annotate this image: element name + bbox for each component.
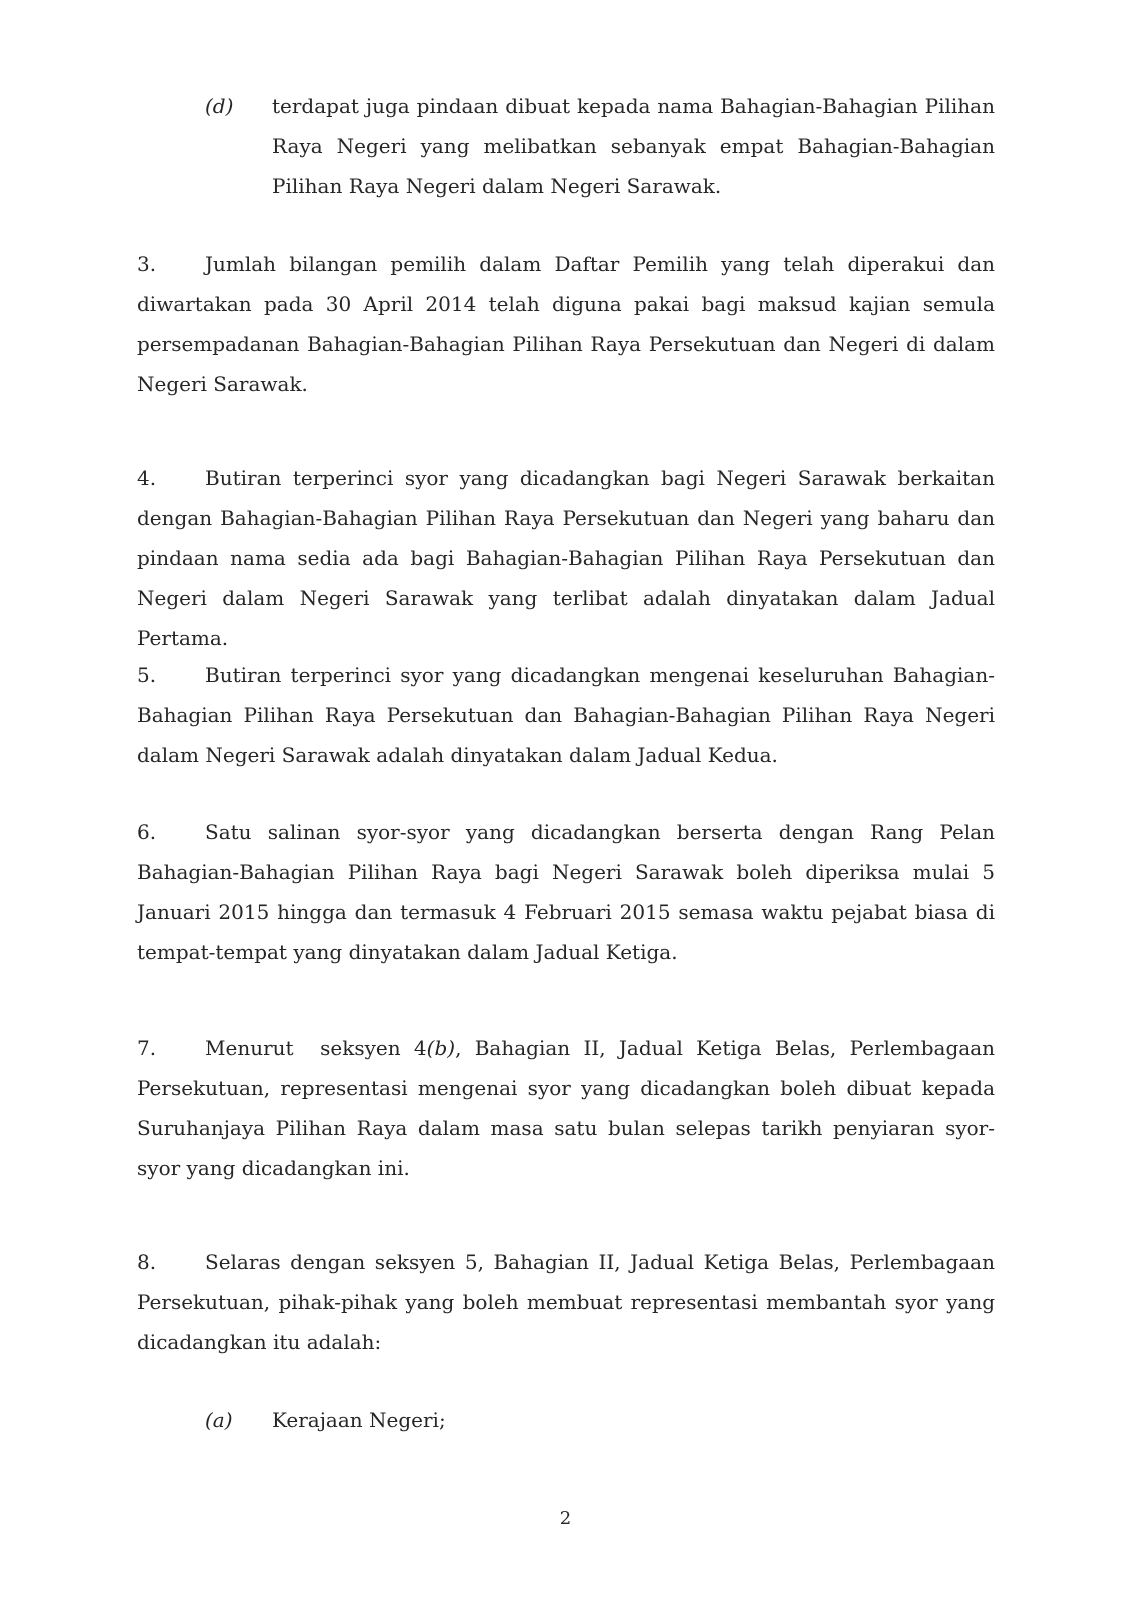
paragraph-5	[137, 655, 995, 775]
paragraph-number: 4.	[137, 466, 157, 490]
paragraph-8	[137, 1242, 995, 1362]
subitem-marker: (d)	[205, 94, 234, 118]
paragraph-number: 5.	[137, 663, 157, 687]
paragraph-text: Jumlah bilangan pemilih dalam Daftar Pemilih yang telah diperakui dan diwartakan pada 30 April 2014 telah diguna pakai bagi maksud kajian semula persempadanan Bahagian-Bahagian Pilihan Raya Persekutuan dan Negeri di dalam Negeri Sarawak.	[137, 252, 995, 396]
paragraph-6	[137, 812, 995, 972]
paragraph-7	[137, 1028, 995, 1188]
page-number: 2	[559, 1508, 572, 1529]
paragraph-number: 7.	[137, 1036, 157, 1060]
subitem-text: Kerajaan Negeri;	[272, 1408, 446, 1432]
paragraph-number: 8.	[137, 1250, 157, 1274]
paragraph-text: Selaras dengan seksyen 5, Bahagian II, Jadual Ketiga Belas, Perlembagaan Persekutuan, pihak-pihak yang boleh membuat representasi membantah syor yang dicadangkan itu adalah:	[137, 1250, 995, 1354]
paragraph-text: Butiran terperinci syor yang dicadangkan mengenai keseluruhan Bahagian-Bahagian Pilihan Raya Persekutuan dan Bahagian-Bahagian Pilihan Raya Negeri dalam Negeri Sarawak adalah dinyatakan dalam Jadual Kedua.	[137, 663, 995, 767]
subitem-text: terdapat juga pindaan dibuat kepada nama Bahagian-Bahagian Pilihan Raya Negeri yang melibatkan sebanyak empat Bahagian-Bahagian Pilihan Raya Negeri dalam Negeri Sarawak.	[272, 94, 995, 198]
paragraph-3	[137, 244, 995, 404]
paragraph-number: 3.	[137, 252, 157, 276]
paragraph-text: Butiran terperinci syor yang dicadangkan bagi Negeri Sarawak berkaitan dengan Bahagian-Bahagian Pilihan Raya Persekutuan dan Negeri yang baharu dan pindaan nama sedia ada bagi Bahagian-Bahagian Pilihan Raya Persekutuan dan Negeri dalam Negeri Sarawak yang terlibat adalah dinyatakan dalam Jadual Pertama.	[137, 466, 995, 650]
paragraph-text-before: Menurut seksyen 4	[205, 1036, 427, 1060]
paragraph-text-after: , Bahagian II, Jadual Ketiga Belas, Perlembagaan Persekutuan, representasi mengenai syor yang dicadangkan boleh dibuat kepada Suruhanjaya Pilihan Raya dalam masa satu bulan selepas tarikh penyiaran syor-syor yang dicadangkan ini.	[137, 1036, 995, 1180]
subitem-marker: (a)	[205, 1408, 233, 1432]
subitem-a	[205, 1400, 995, 1440]
paragraph-4	[137, 458, 995, 658]
paragraph-text: Satu salinan syor-syor yang dicadangkan berserta dengan Rang Pelan Bahagian-Bahagian Pilihan Raya bagi Negeri Sarawak boleh diperiksa mulai 5 Januari 2015 hingga dan termasuk 4 Februari 2015 semasa waktu pejabat biasa di tempat-tempat yang dinyatakan dalam Jadual Ketiga.	[137, 820, 995, 964]
subitem-d	[205, 86, 995, 206]
paragraph-number: 6.	[137, 820, 157, 844]
paragraph-text-italic: (b)	[426, 1036, 456, 1060]
